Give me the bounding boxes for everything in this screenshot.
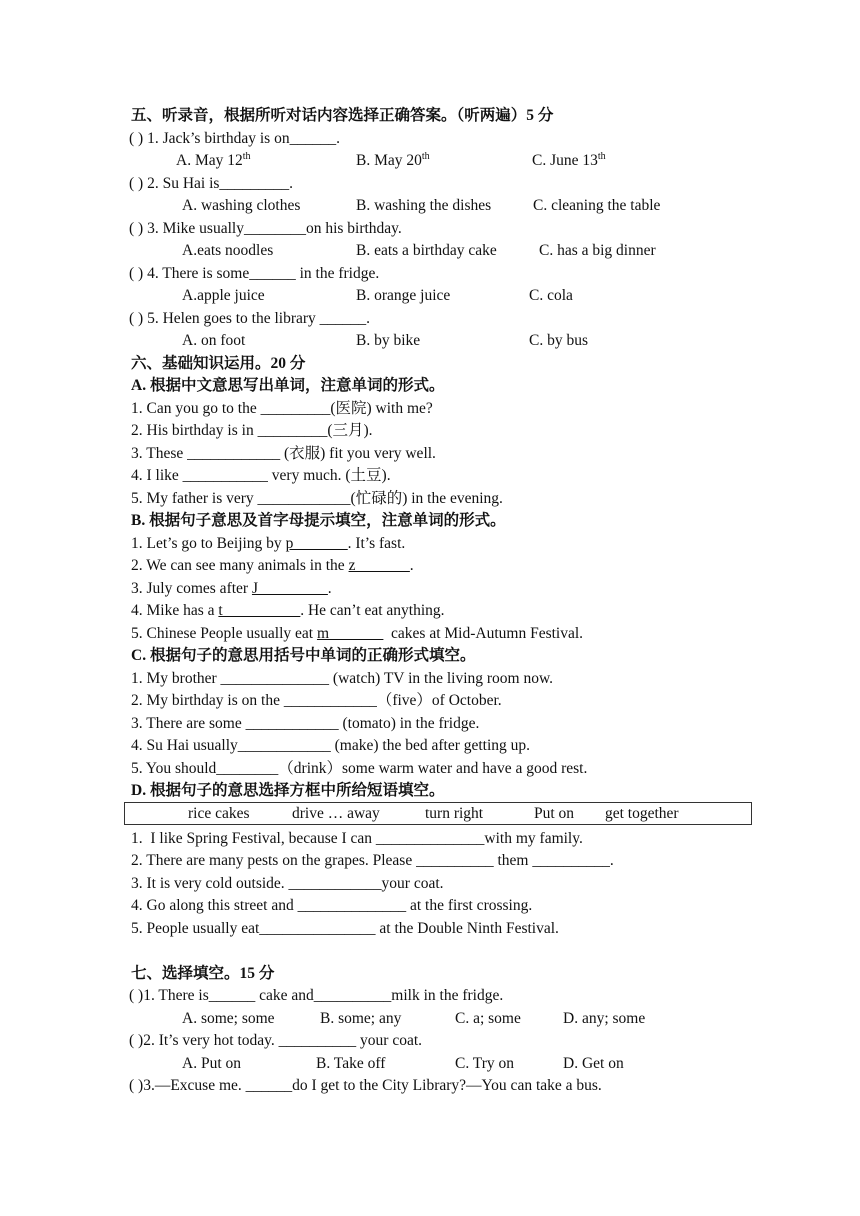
- s5-q5-option-c: C. by bus: [529, 332, 588, 349]
- s7-q2-option-c: C. Try on: [455, 1055, 515, 1072]
- s5-q1-option-c: C. June 13th: [532, 150, 606, 169]
- s5-q2: ( ) 2. Su Hai is_________.: [129, 175, 294, 192]
- section-6-title: 六、基础知识运用。20 分: [131, 355, 306, 372]
- s6a-item-3: 3. These ____________ (衣服) fit you very well.: [131, 445, 436, 462]
- s5-q4-option-b: B. orange juice: [356, 287, 451, 304]
- s5-q4-option-a: A.apple juice: [182, 287, 265, 304]
- s7-q2: ( )2. It’s very hot today. __________ your coat.: [129, 1032, 423, 1049]
- s5-q4: ( ) 4. There is some______ in the fridge.: [129, 265, 380, 282]
- s5-q5: ( ) 5. Helen goes to the library ______.: [129, 310, 371, 327]
- s6c-title: C. 根据句子的意思用括号中单词的正确形式填空。: [131, 647, 476, 664]
- phrase-put-on: Put on: [534, 805, 575, 822]
- s5-q1: ( ) 1. Jack’s birthday is on______.: [129, 130, 340, 147]
- s7-q2-option-a: A. Put on: [182, 1055, 241, 1072]
- s7-q1-option-d: D. any; some: [563, 1010, 646, 1027]
- s5-q5-option-b: B. by bike: [356, 332, 421, 349]
- s6c-item-2: 2. My birthday is on the ____________（five）of October.: [131, 692, 502, 709]
- s6b-title: B. 根据句子意思及首字母提示填空，注意单词的形式。: [131, 512, 506, 529]
- s6a-item-5: 5. My father is very ____________(忙碌的) in the evening.: [131, 490, 503, 507]
- phrase-get-together: get together: [605, 805, 679, 822]
- s5-q3: ( ) 3. Mike usually________on his birthday.: [129, 220, 402, 237]
- s6b-item-1: 1. Let’s go to Beijing by p_______. It’s fast.: [131, 535, 406, 552]
- s6a-title: A. 根据中文意思写出单词，注意单词的形式。: [131, 377, 445, 394]
- s6d-item-5: 5. People usually eat_______________ at the Double Ninth Festival.: [131, 920, 559, 937]
- phrase-turn-right: turn right: [425, 805, 484, 822]
- s6a-item-1: 1. Can you go to the _________(医院) with me?: [131, 400, 433, 417]
- s7-q1-option-c: C. a; some: [455, 1010, 521, 1027]
- s5-q3-option-a: A.eats noodles: [182, 242, 274, 259]
- s5-q2-option-c: C. cleaning the table: [533, 197, 661, 214]
- section-7-title: 七、选择填空。15 分: [131, 965, 275, 982]
- s6c-item-4: 4. Su Hai usually____________ (make) the bed after getting up.: [131, 737, 531, 754]
- s7-q1-option-a: A. some; some: [182, 1010, 275, 1027]
- s6a-item-4: 4. I like ___________ very much. (土豆).: [131, 467, 391, 484]
- s6b-item-4: 4. Mike has a t__________. He can’t eat anything.: [131, 602, 445, 619]
- s5-q2-option-b: B. washing the dishes: [356, 197, 492, 214]
- s7-q1: ( )1. There is______ cake and__________milk in the fridge.: [129, 987, 504, 1004]
- s5-q5-option-a: A. on foot: [182, 332, 246, 349]
- s6c-item-3: 3. There are some ____________ (tomato) in the fridge.: [131, 715, 480, 732]
- s6d-title: D. 根据句子的意思选择方框中所给短语填空。: [131, 782, 445, 799]
- s6a-item-2: 2. His birthday is in _________(三月).: [131, 422, 373, 439]
- s5-q1-option-a: A. May 12th: [176, 150, 251, 169]
- s6d-item-4: 4. Go along this street and ______________ at the first crossing.: [131, 897, 533, 914]
- s5-q3-option-c: C. has a big dinner: [539, 242, 656, 259]
- s7-q2-option-d: D. Get on: [563, 1055, 624, 1072]
- s6c-item-1: 1. My brother ______________ (watch) TV in the living room now.: [131, 670, 554, 687]
- s5-q4-option-c: C. cola: [529, 287, 573, 304]
- s5-q2-option-a: A. washing clothes: [182, 197, 301, 214]
- s5-q1-option-b: B. May 20th: [356, 150, 430, 169]
- s6d-item-1: 1. I like Spring Festival, because I can ______________with my family.: [131, 830, 583, 847]
- phrase-drive-away: drive … away: [292, 805, 380, 822]
- s6d-item-3: 3. It is very cold outside. ____________your coat.: [131, 875, 444, 892]
- s6c-item-5: 5. You should________（drink）some warm water and have a good rest.: [131, 760, 588, 777]
- section-5-title: 五、听录音，根据所听对话内容选择正确答案。（听两遍）5 分: [131, 107, 554, 124]
- phrase-rice-cakes: rice cakes: [188, 805, 250, 822]
- s6b-item-2: 2. We can see many animals in the z_______.: [131, 557, 414, 574]
- s7-q2-option-b: B. Take off: [316, 1055, 386, 1072]
- s7-q1-option-b: B. some; any: [320, 1010, 402, 1027]
- s6b-item-3: 3. July comes after J_________.: [131, 580, 332, 597]
- phrase-box: [124, 802, 752, 825]
- s5-q3-option-b: B. eats a birthday cake: [356, 242, 497, 259]
- s6b-item-5: 5. Chinese People usually eat m_______ cakes at Mid-Autumn Festival.: [131, 625, 584, 642]
- s6d-item-2: 2. There are many pests on the grapes. Please __________ them __________.: [131, 852, 614, 869]
- s7-q3: ( )3.—Excuse me. ______do I get to the City Library?—You can take a bus.: [129, 1077, 602, 1094]
